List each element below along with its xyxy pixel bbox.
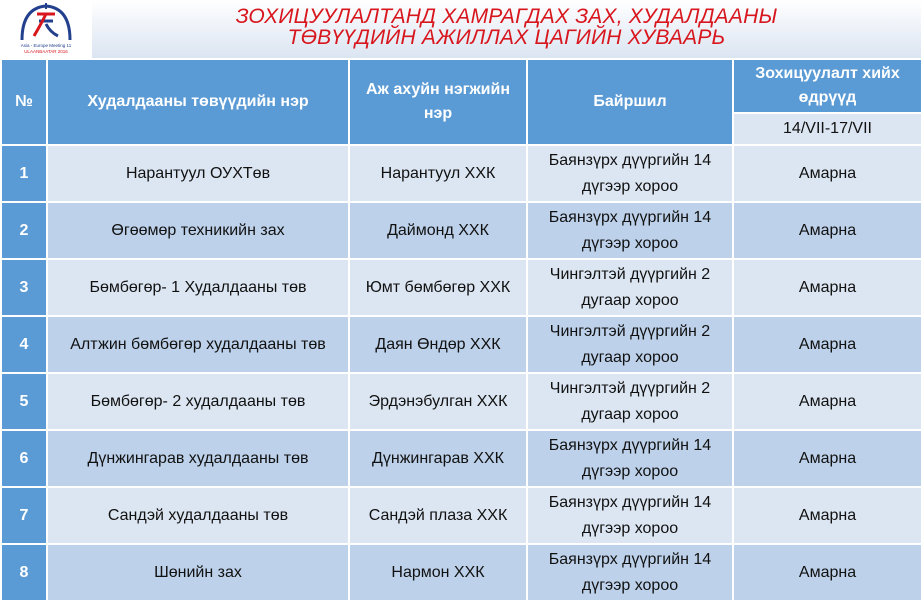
row-num: 2 <box>1 202 47 259</box>
table-row <box>1 259 921 316</box>
table-row <box>1 544 921 601</box>
row-num: 3 <box>1 259 47 316</box>
title-line-1: ЗОХИЦУУЛАЛТАНД ХАМРАГДАХ ЗАХ, ХУДАЛДААНЫ <box>235 5 778 28</box>
header-date-range: 14/VII-17/VII <box>733 113 921 145</box>
row-status: Амарна <box>733 487 921 544</box>
table-row <box>1 145 921 202</box>
table-row <box>1 373 921 430</box>
header-location: Байршил <box>527 59 733 145</box>
row-owner: Нарантуул ХХК <box>349 145 527 202</box>
row-status: Амарна <box>733 544 921 601</box>
asem-logo <box>0 0 92 58</box>
logo-text-1: Asia - Europe Meeting 11 <box>20 43 72 48</box>
row-num: 1 <box>1 145 47 202</box>
row-location: Чингэлтэй дүүргийн 2 дугаар хороо <box>527 259 733 316</box>
row-name: Шөнийн зах <box>47 544 349 601</box>
table-row <box>1 430 921 487</box>
row-location: Баянзүрх дүүргийн 14 дүгээр хороо <box>527 145 733 202</box>
row-location: Баянзүрх дүүргийн 14 дүгээр хороо <box>527 487 733 544</box>
page-title <box>92 6 921 48</box>
row-num: 6 <box>1 430 47 487</box>
row-status: Амарна <box>733 259 921 316</box>
header-owner: Аж ахуйн нэгжийн нэр <box>349 59 527 145</box>
row-owner: Юмт бөмбөгөр ХХК <box>349 259 527 316</box>
row-num: 7 <box>1 487 47 544</box>
row-location: Баянзүрх дүүргийн 14 дүгээр хороо <box>527 544 733 601</box>
schedule-table <box>0 58 921 602</box>
row-location: Чингэлтэй дүүргийн 2 дугаар хороо <box>527 373 733 430</box>
row-num: 4 <box>1 316 47 373</box>
row-status: Амарна <box>733 145 921 202</box>
row-num: 5 <box>1 373 47 430</box>
header-name: Худалдааны төвүүдийн нэр <box>47 59 349 145</box>
title-line-2: ТӨВҮҮДИЙН АЖИЛЛАХ ЦАГИЙН ХУВААРЬ <box>287 26 726 49</box>
row-owner: Даян Өндөр ХХК <box>349 316 527 373</box>
header-date-group: Зохицуулалт хийх өдрүүд <box>733 59 921 113</box>
row-name: Нарантуул ОУХТөв <box>47 145 349 202</box>
row-name: Сандэй худалдааны төв <box>47 487 349 544</box>
table-row <box>1 316 921 373</box>
header-num: № <box>1 59 47 145</box>
table-row <box>1 487 921 544</box>
row-name: Алтжин бөмбөгөр худалдааны төв <box>47 316 349 373</box>
row-name: Бөмбөгөр- 2 худалдааны төв <box>47 373 349 430</box>
row-location: Чингэлтэй дүүргийн 2 дугаар хороо <box>527 316 733 373</box>
row-status: Амарна <box>733 373 921 430</box>
table-row <box>1 202 921 259</box>
asem-logo-icon <box>0 0 92 58</box>
row-status: Амарна <box>733 202 921 259</box>
logo-text-2: ULAANBAATAR 2016 <box>24 49 68 54</box>
row-num: 8 <box>1 544 47 601</box>
row-location: Баянзүрх дүүргийн 14 дүгээр хороо <box>527 430 733 487</box>
row-status: Амарна <box>733 430 921 487</box>
row-location: Баянзүрх дүүргийн 14 дүгээр хороо <box>527 202 733 259</box>
row-name: Дүнжингарав худалдааны төв <box>47 430 349 487</box>
row-status: Амарна <box>733 316 921 373</box>
row-owner: Даймонд ХХК <box>349 202 527 259</box>
row-owner: Эрдэнэбулган ХХК <box>349 373 527 430</box>
row-name: Өгөөмөр техникийн зах <box>47 202 349 259</box>
row-owner: Сандэй плаза ХХК <box>349 487 527 544</box>
row-owner: Нармон ХХК <box>349 544 527 601</box>
row-name: Бөмбөгөр- 1 Худалдааны төв <box>47 259 349 316</box>
row-owner: Дүнжингарав ХХК <box>349 430 527 487</box>
